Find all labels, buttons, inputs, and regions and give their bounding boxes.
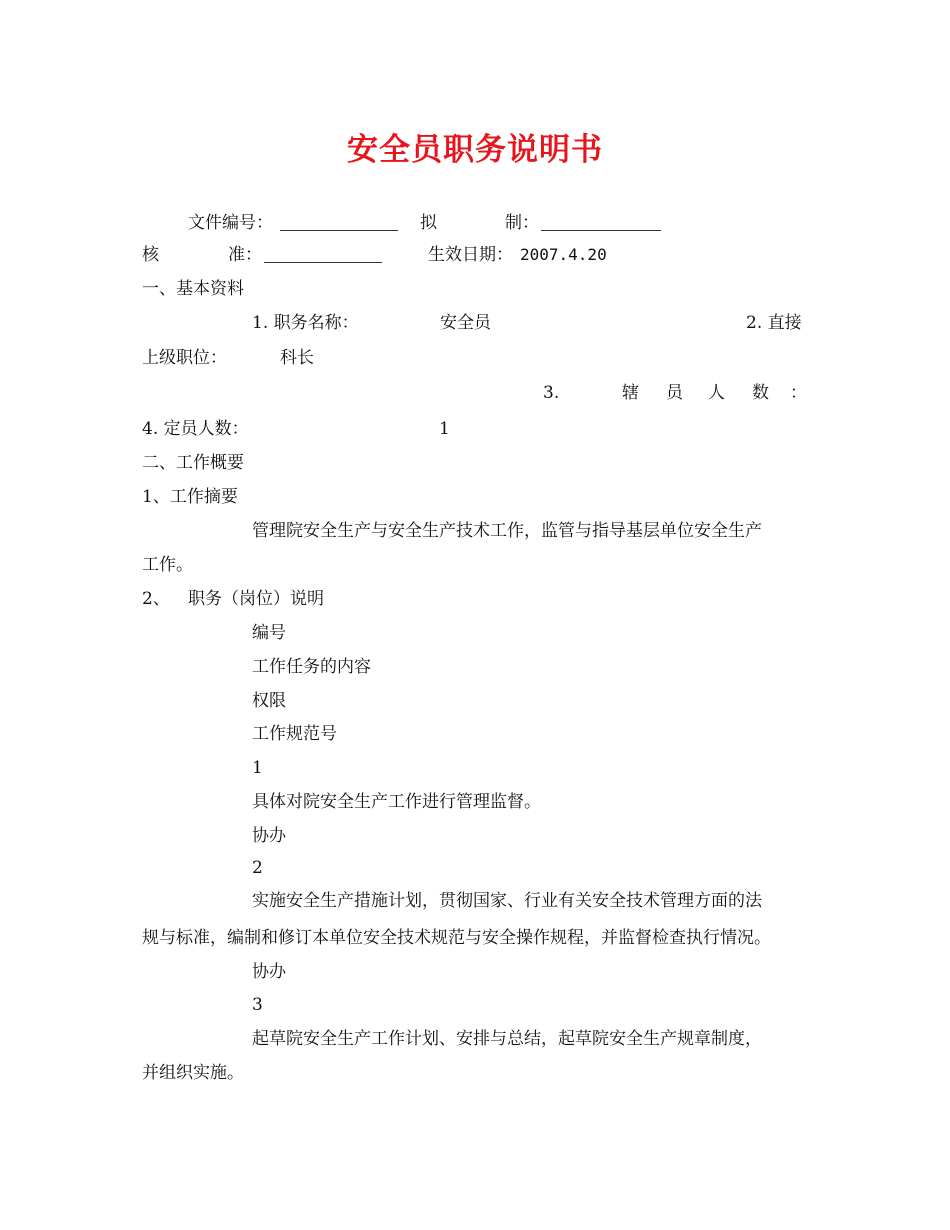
row2-authority: 协办: [252, 962, 286, 982]
duty-description-number: 2、: [142, 589, 170, 609]
approved-by-label-b: 准：: [228, 245, 262, 265]
subordinate-count-number: 3.: [543, 383, 560, 403]
drafted-by-label-a: 拟: [420, 213, 437, 233]
effective-date-label: 生效日期：: [428, 245, 513, 265]
row2-content-line1: 实施安全生产措施计划，贯彻国家、行业有关安全技术管理方面的法: [252, 891, 762, 911]
row2-content-line2: 规与标准，编制和修订本单位安全技术规范与安全操作规程，并监督检查执行情况。: [142, 928, 771, 948]
work-summary-heading: 1、工作摘要: [142, 487, 238, 507]
work-summary-text-line2: 工作。: [142, 555, 193, 575]
subordinate-count-char-4: 数: [752, 383, 769, 403]
table-header-number: 编号: [252, 623, 286, 643]
table-header-spec-no: 工作规范号: [252, 724, 337, 744]
superior-value: 科长: [280, 348, 314, 368]
row1-number: 1: [252, 758, 263, 778]
row3-content-line2: 并组织实施。: [142, 1063, 244, 1083]
table-header-authority: 权限: [252, 691, 286, 711]
headcount-value: 1: [439, 419, 450, 439]
section2-heading: 二、工作概要: [142, 453, 244, 473]
subordinate-count-char-2: 员: [666, 383, 683, 403]
effective-date-value: 2007.4.20: [520, 245, 607, 264]
position-name-label: 1. 职务名称：: [252, 313, 359, 333]
row1-authority: 协办: [252, 826, 286, 846]
doc-number-field: [280, 212, 398, 234]
drafted-by-field: [541, 212, 661, 234]
doc-number-label: 文件编号：: [188, 213, 273, 233]
table-header-content: 工作任务的内容: [252, 657, 371, 677]
subordinate-count-char-5: ：: [790, 383, 807, 403]
row3-number: 3: [252, 995, 263, 1015]
row3-content-line1: 起草院安全生产工作计划、安排与总结，起草院安全生产规章制度，: [252, 1029, 762, 1049]
row1-content: 具体对院安全生产工作进行管理监督。: [252, 792, 541, 812]
subordinate-count-char-1: 辖: [622, 383, 639, 403]
work-summary-text-line1: 管理院安全生产与安全生产技术工作，监管与指导基层单位安全生产: [252, 521, 762, 541]
position-name-value: 安全员: [440, 313, 491, 333]
approved-by-field: [264, 244, 382, 266]
document-title: 安全员职务说明书: [347, 132, 603, 168]
approved-by-label-a: 核: [142, 245, 159, 265]
subordinate-count-char-3: 人: [708, 383, 725, 403]
duty-description-heading: 职务（岗位）说明: [188, 589, 324, 609]
superior-label-part2: 上级职位：: [142, 348, 227, 368]
headcount-label: 4. 定员人数：: [142, 419, 249, 439]
section1-heading: 一、基本资料: [142, 279, 244, 299]
drafted-by-label-b: 制：: [505, 213, 539, 233]
row2-number: 2: [252, 858, 263, 878]
superior-label-part1: 2. 直接: [746, 313, 802, 333]
